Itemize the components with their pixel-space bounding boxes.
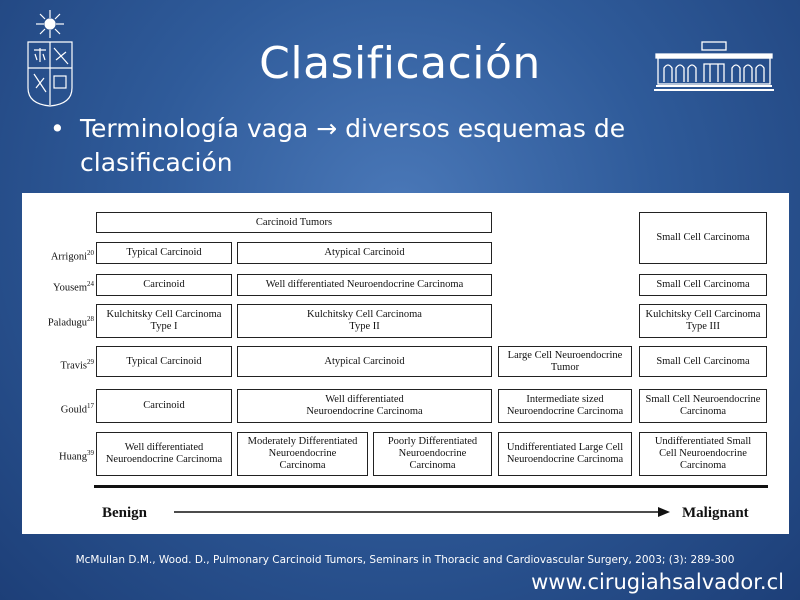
cell: Small Cell Carcinoma [639,346,767,377]
cell: Intermediate sized Neuroendocrine Carcinoma [498,389,632,423]
slide-title: Clasificación [259,38,541,89]
classification-diagram [22,193,789,534]
row-author: Travis [60,360,87,372]
row-ref: 28 [87,315,94,323]
cell: Carcinoid [96,274,232,296]
row-author: Paladugu [47,317,87,329]
cell: Small Cell Neuroendocrine Carcinoma [639,389,767,423]
axis-label-benign: Benign [102,505,148,521]
cell: Well differentiated Neuroendocrine Carcinoma [237,389,492,423]
row-label-paladugu [22,315,94,329]
cell: Typical Carcinoid [96,242,232,264]
row-ref: 39 [87,449,94,457]
cell: Kulchitsky Cell Carcinoma Type III [639,304,767,338]
divider-line [94,485,768,488]
cell: Carcinoid [96,389,232,423]
cell: Moderately Differentiated Neuroendocrine Carcinoma [237,432,368,476]
cell: Small Cell Carcinoma [639,212,767,264]
citation-text: McMullan D.M., Wood. D., Pulmonary Carcinoid Tumors, Seminars in Thoracic and Cardiovascular Surgery, 2003; (3): 289-300 [75,554,735,566]
row-label-gould [22,402,94,416]
cell: Large Cell Neuroendocrine Tumor [498,346,632,377]
row-label-travis [22,358,94,372]
cell: Atypical Carcinoid [237,242,492,264]
cell: Undifferentiated Small Cell Neuroendocrine Carcinoma [639,432,767,476]
row-author: Arrigoni [50,251,87,263]
row-ref: 17 [87,402,94,410]
cell: Poorly Differentiated Neuroendocrine Carcinoma [373,432,492,476]
axis-label-malignant: Malignant [682,505,749,521]
row-ref: 20 [87,249,94,257]
benign-to-malignant-arrow [174,505,672,519]
cell: Well differentiated Neuroendocrine Carcinoma [96,432,232,476]
cell: Small Cell Carcinoma [639,274,767,296]
cell: Well differentiated Neuroendocrine Carcinoma [237,274,492,296]
cell: Kulchitsky Cell Carcinoma Type II [237,304,492,338]
bullet-text: Terminología vaga → diversos esquemas de clasificación [80,114,626,177]
row-label-yousem [22,280,94,294]
cell: Kulchitsky Cell Carcinoma Type I [96,304,232,338]
cell: Typical Carcinoid [96,346,232,377]
row-label-huang [22,449,94,463]
row-ref: 24 [87,280,94,288]
header-carcinoid-tumors: Carcinoid Tumors [96,212,492,233]
row-author: Gould [60,404,87,416]
bullet-marker: • [50,114,65,143]
cell: Undifferentiated Large Cell Neuroendocrine Carcinoma [498,432,632,476]
cell: Atypical Carcinoid [237,346,492,377]
row-author: Yousem [53,282,87,294]
website-url: www.cirugiahsalvador.cl [531,570,784,594]
row-author: Huang [59,451,87,463]
row-label-arrigoni [22,249,94,263]
row-ref: 29 [87,358,94,366]
